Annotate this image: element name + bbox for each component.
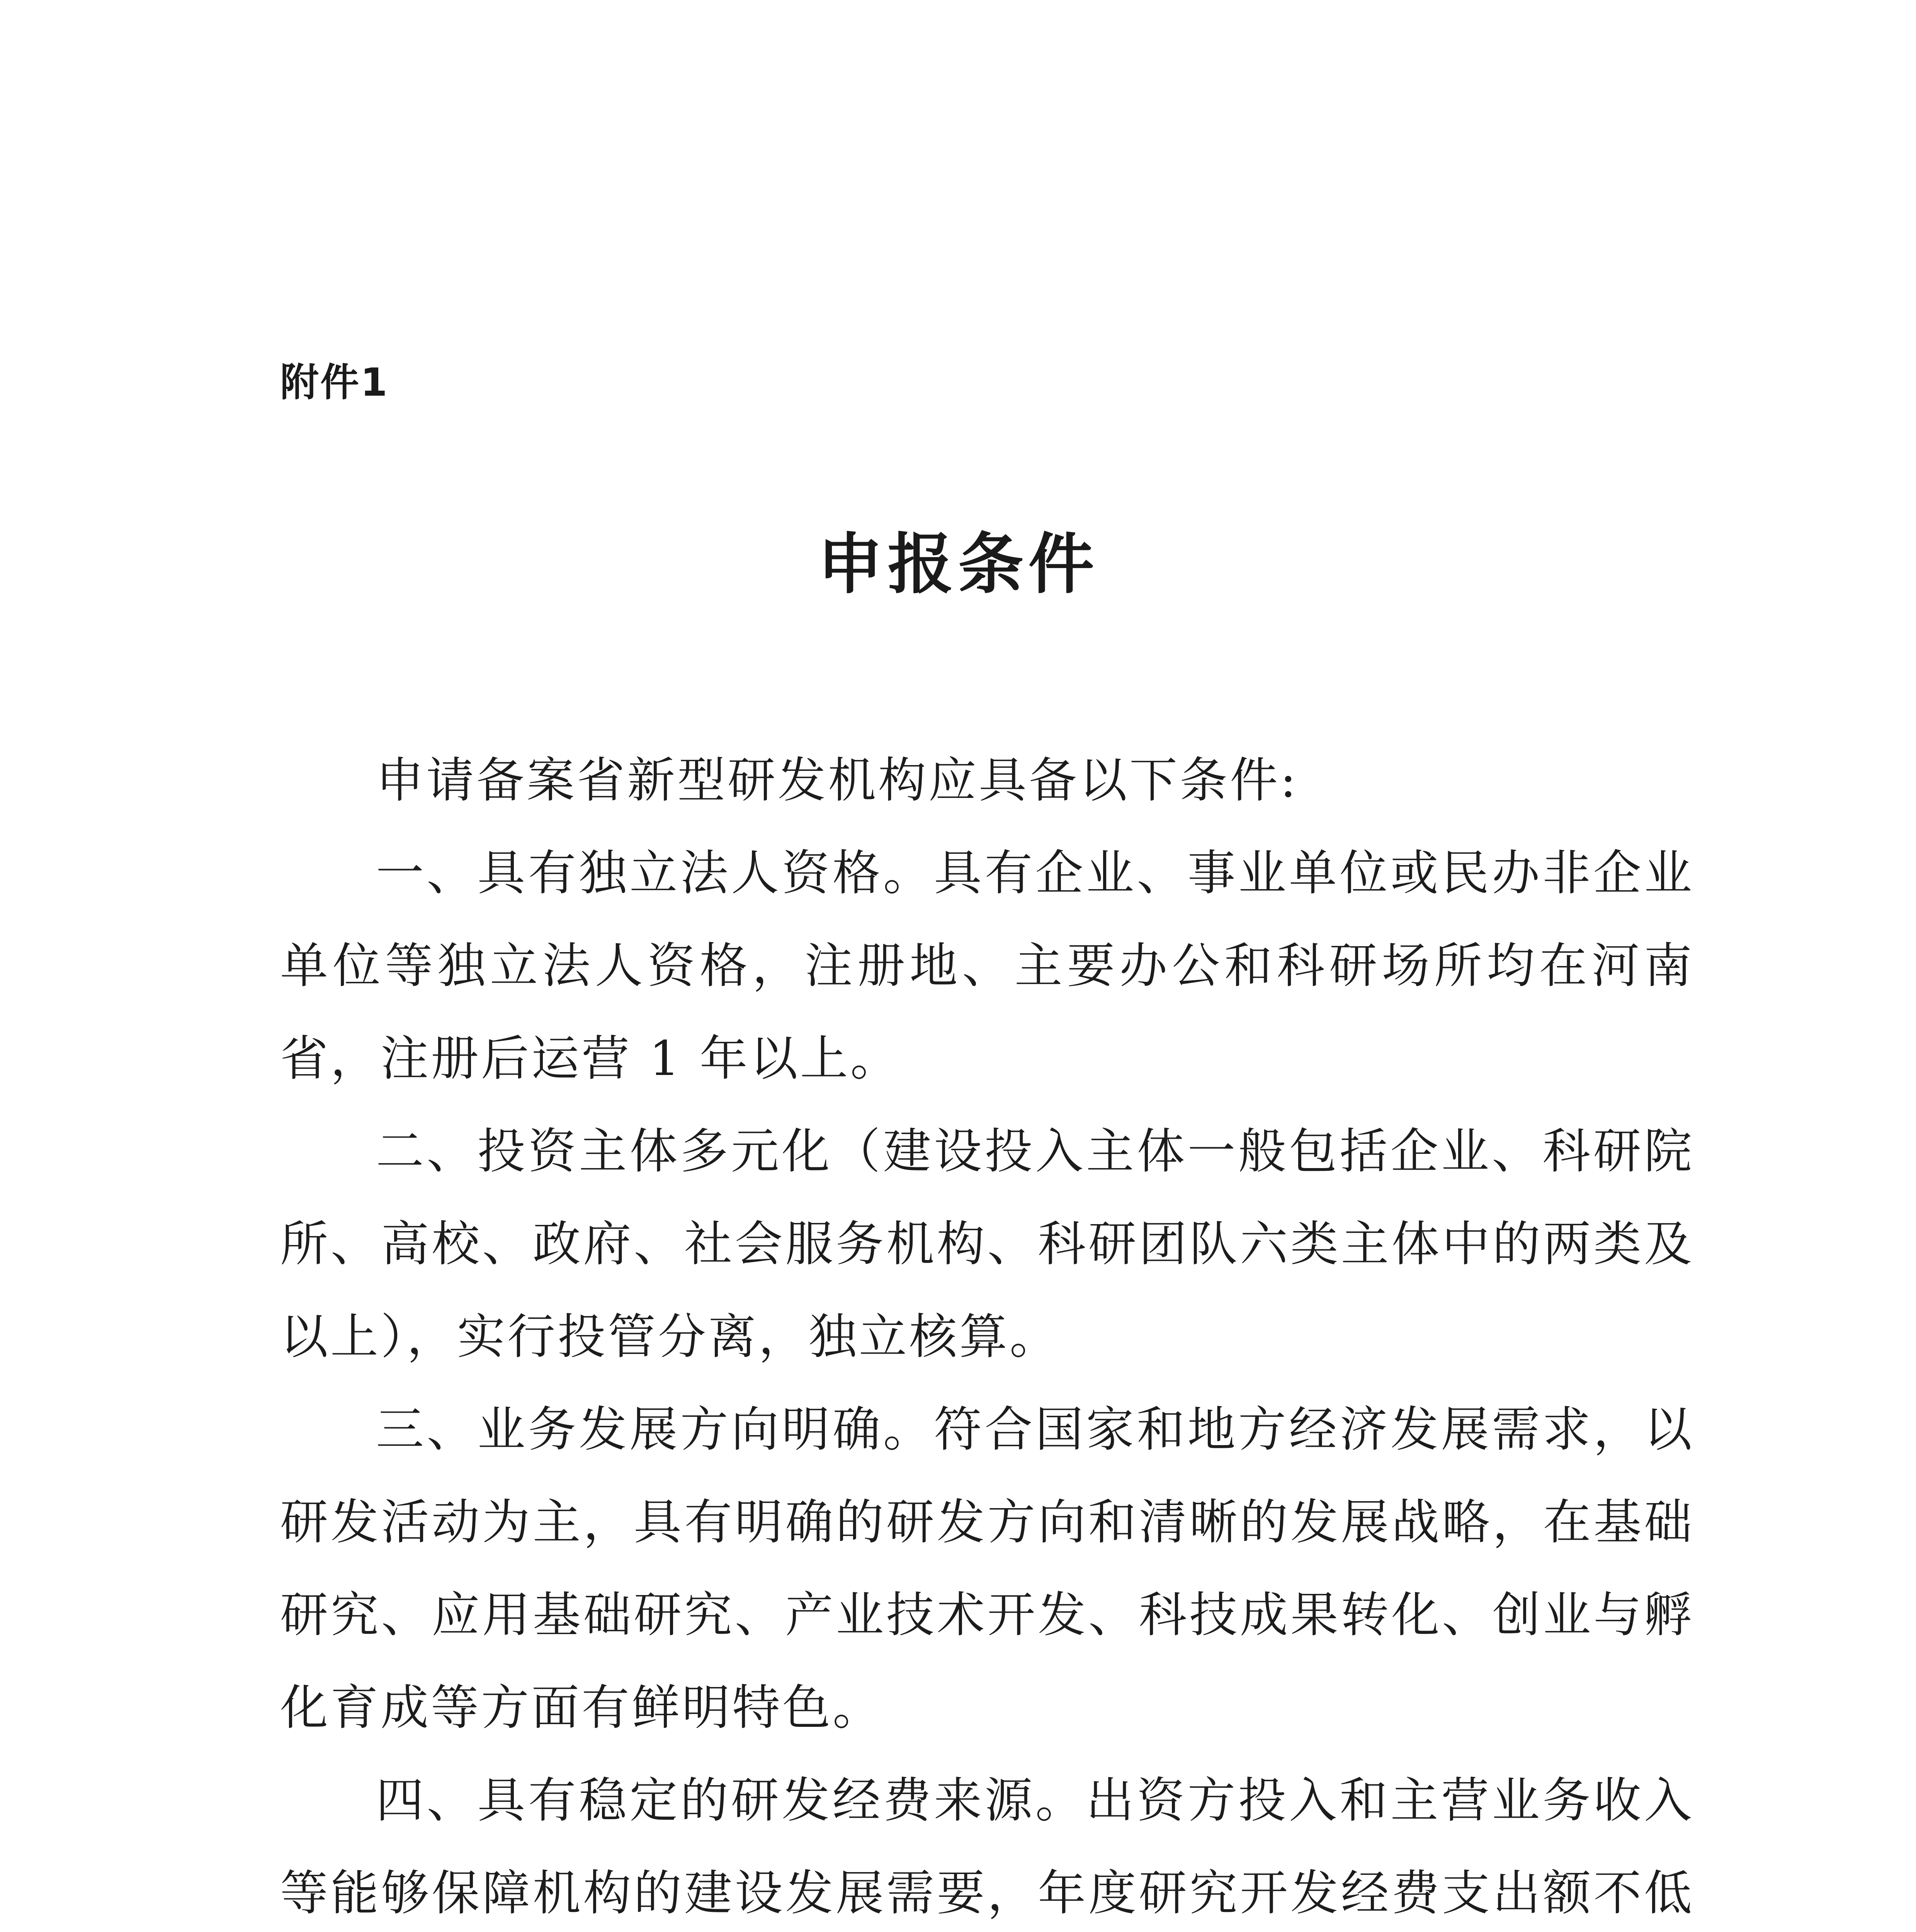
paragraph-condition-3: 三、业务发展方向明确。符合国家和地方经济发展需求，以研发活动为主，具有明确的研发方向和清晰的发展战略，在基础研究、应用基础研究、产业技术开发、科技成果转化、创业与孵化育成等方面有鲜明特色。 — [280, 1402, 1694, 1736]
attachment-label: 附件1 — [280, 360, 389, 405]
paragraph-condition-4: 四、具有稳定的研发经费来源。出资方投入和主营业务收入等能够保障机构的建设发展需要，年度研究开发经费支出额不低 — [280, 1773, 1694, 1921]
page-title: 申报条件 — [817, 526, 1099, 603]
paragraph-intro: 申请备案省新型研发机构应具备以下条件: — [376, 753, 1299, 808]
paragraph-condition-1: 一、具有独立法人资格。具有企业、事业单位或民办非企业单位等独立法人资格，注册地、主要办公和科研场所均在河南省，注册后运营 1 年以上。 — [280, 845, 1694, 1087]
paragraph-condition-2: 二、投资主体多元化（建设投入主体一般包括企业、科研院所、高校、政府、社会服务机构、科研团队六类主体中的两类及以上），实行投管分离，独立核算。 — [280, 1124, 1694, 1365]
document-body — [280, 734, 1694, 1932]
